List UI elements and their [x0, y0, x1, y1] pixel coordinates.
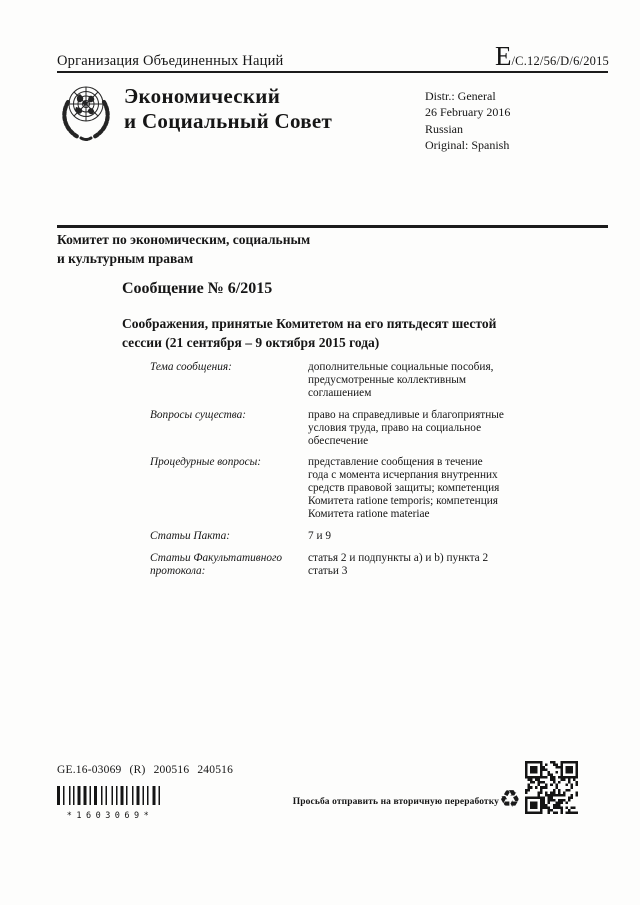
views-heading: Соображения, принятые Комитетом на его пятьдесят шестой сессии (21 сентября – 9 октября 2015 года): [122, 316, 497, 350]
qr-code: [525, 761, 578, 819]
row-label: Тема сообщения:: [150, 361, 232, 373]
distr-info: [425, 88, 510, 153]
barcode-bars: [57, 786, 163, 805]
header-rule: [57, 71, 608, 73]
recycle-note: Просьба отправить на вторичную переработку: [292, 797, 499, 807]
un-emblem-icon: [56, 80, 116, 147]
doc-symbol-initial: E: [494, 41, 512, 71]
original-line: Original: Spanish: [425, 137, 510, 152]
council-title-line1: Экономический: [124, 84, 281, 108]
ge-number: GE.16-03069 (R) 200516 240516: [57, 764, 234, 776]
row-label: Процедурные вопросы:: [150, 456, 262, 469]
council-title: [124, 84, 332, 134]
recycle-icon: ♻: [499, 785, 521, 813]
section-rule: [57, 225, 608, 228]
barcode-text: *1603069*: [66, 811, 154, 821]
row-label: Вопросы существа:: [150, 408, 247, 421]
council-title-line2: и Социальный Совет: [124, 109, 333, 133]
org-name: Организация Объединенных Наций: [57, 53, 284, 69]
date-line: 26 February 2016: [425, 105, 511, 120]
committee-line1: Комитет по экономическим, социальным: [57, 232, 311, 247]
row-value: представление сообщения в течение года с момента исчерпания внутренних средств правовой защиты; компетенция Комитета ratione temporis; компетенция Комитета ratione materiae: [308, 456, 500, 521]
row-value: право на справедливые и благоприятные условия труда, право на социальное обеспечение: [308, 408, 504, 447]
summary-table: [150, 361, 504, 578]
doc-symbol-rest: /C.12/56/D/6/2015: [511, 54, 609, 68]
doc-symbol: [495, 41, 609, 72]
row-value: статья 2 и подпункты a) и b) пункта 2 статьи 3: [308, 551, 489, 577]
row-label: Статьи Факультативного протокола:: [150, 551, 283, 577]
language-line: Russian: [425, 121, 464, 136]
distr-line: Distr.: General: [425, 89, 496, 103]
communication-heading: Сообщение № 6/2015: [122, 280, 273, 297]
row-label: Статьи Пакта:: [150, 529, 231, 542]
row-value: 7 и 9: [308, 529, 331, 542]
row-value: дополнительные социальные пособия, предусмотренные коллективным соглашением: [308, 361, 494, 399]
barcode: [57, 786, 163, 821]
committee-heading: [57, 231, 310, 268]
committee-line2: и культурным правам: [57, 250, 194, 266]
